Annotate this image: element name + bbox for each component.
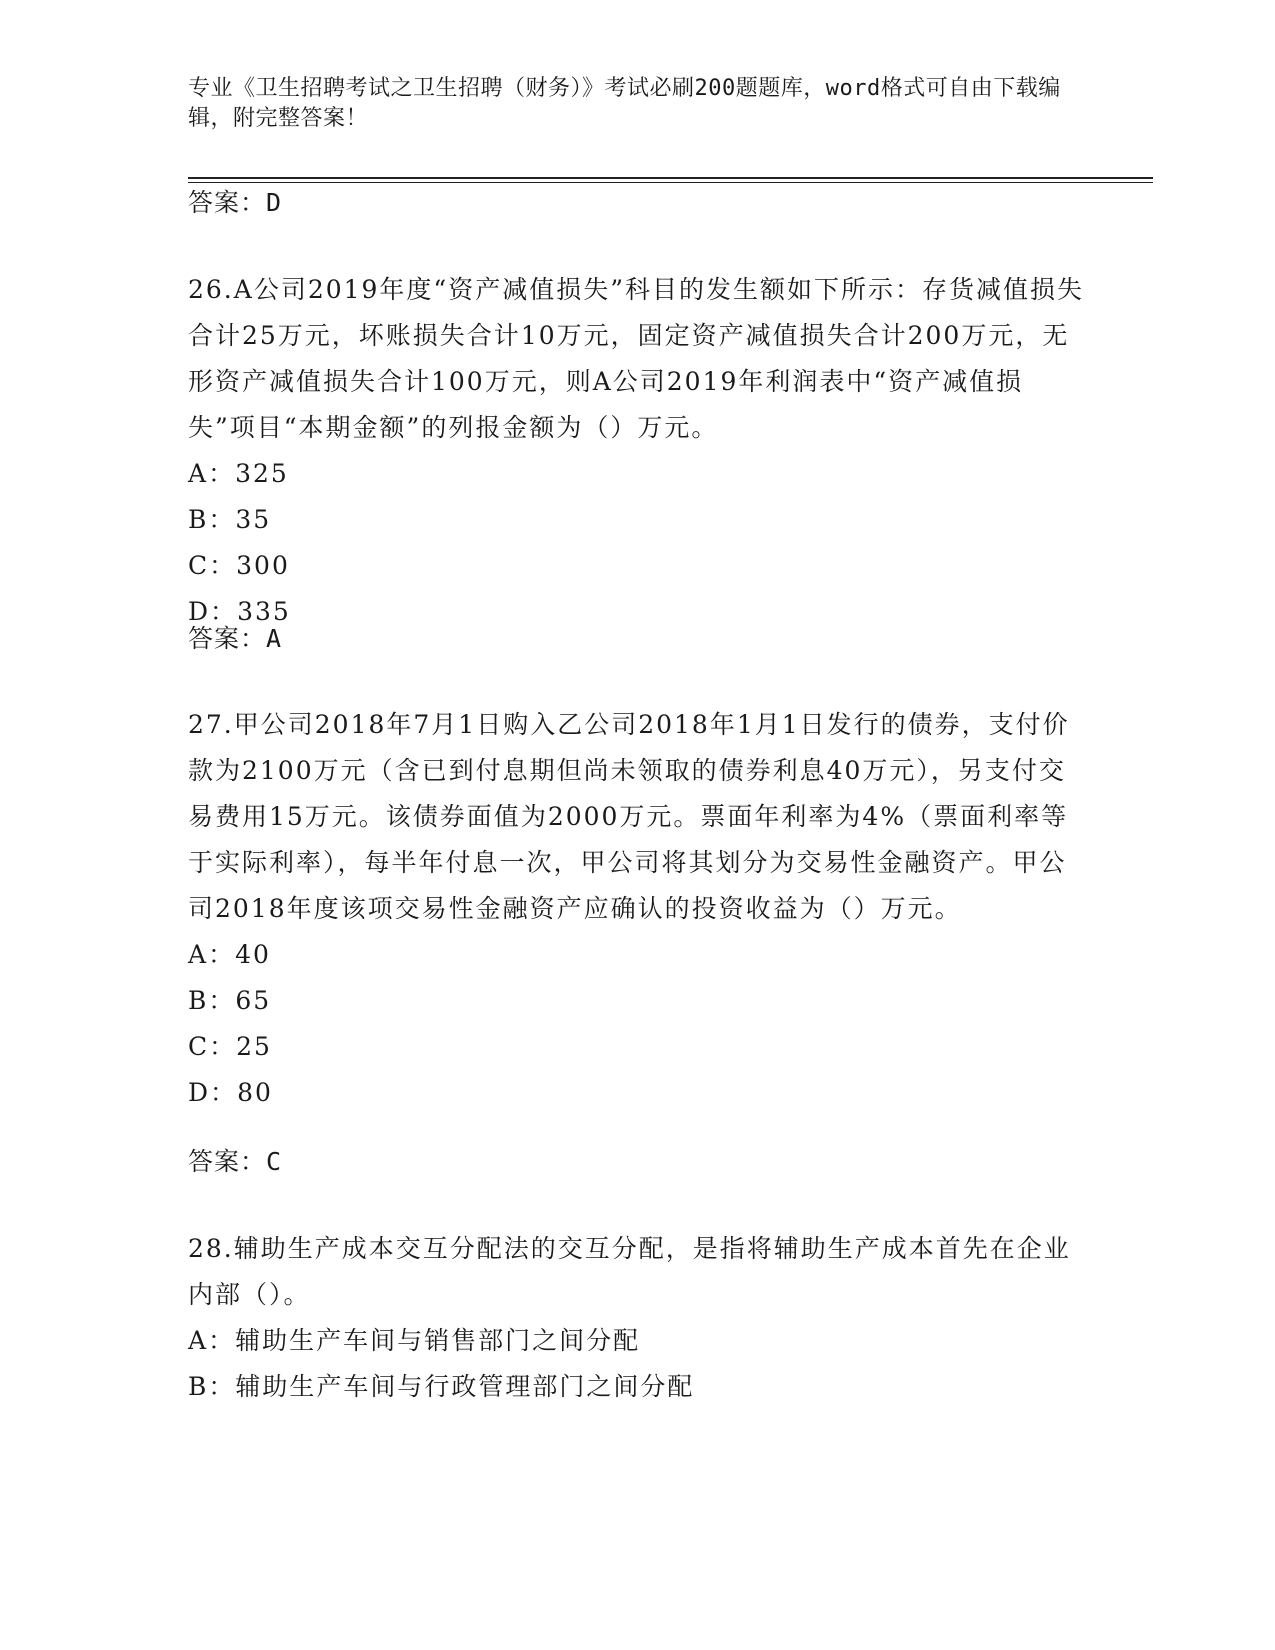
question-stem: 28.辅助生产成本交互分配法的交互分配，是指将辅助生产成本首先在企业内部（）。: [188, 1234, 1071, 1309]
option-d: D：335: [188, 597, 291, 626]
question-26: [188, 267, 1088, 635]
question-28: [188, 1226, 1088, 1410]
option-a: A：40: [188, 940, 271, 969]
answer-value: A: [266, 624, 283, 653]
option-d: D：80: [188, 1078, 273, 1107]
header-text: 专业《卫生招聘考试之卫生招聘（财务）》考试必刷200题题库，word格式可自由下载编辑，附完整答案！: [188, 76, 1061, 131]
option-a: A：辅助生产车间与销售部门之间分配: [188, 1326, 641, 1355]
option-b: B：辅助生产车间与行政管理部门之间分配: [188, 1372, 695, 1401]
option-a: A：325: [188, 459, 289, 488]
answer-line: [188, 183, 282, 223]
answer-value: D: [266, 188, 283, 217]
option-b: B：35: [188, 505, 272, 534]
answer-line: [188, 617, 282, 661]
question-27: [188, 702, 1088, 1116]
answer-value: C: [266, 1147, 283, 1176]
answer-label: 答案：: [188, 624, 267, 653]
answer-label: 答案：: [188, 1147, 267, 1176]
option-b: B：65: [188, 986, 272, 1015]
option-c: C：25: [188, 1032, 272, 1061]
answer-label: 答案：: [188, 188, 267, 217]
question-stem: 27.甲公司2018年7月1日购入乙公司2018年1月1日发行的债券，支付价款为2100万元（含已到付息期但尚未领取的债券利息40万元），另支付交易费用15万元。该债券面值为2000万元。票面年利率为4%（票面利率等于实际利率），每半年付息一次，甲公司将其划分为交易性金融资产。甲公司2018年度该项交易性金融资产应确认的投资收益为（）万元。: [188, 710, 1070, 923]
page-header: [188, 74, 1088, 134]
header-divider: [188, 177, 1153, 183]
answer-line: [188, 1140, 282, 1184]
question-stem: 26.A公司2019年度“资产减值损失”科目的发生额如下所示：存货减值损失合计25万元，坏账损失合计10万元，固定资产减值损失合计200万元，无形资产减值损失合计100万元，则A公司2019年利润表中“资产减值损失”项目“本期金额”的列报金额为（）万元。: [188, 275, 1084, 442]
option-c: C：300: [188, 551, 290, 580]
